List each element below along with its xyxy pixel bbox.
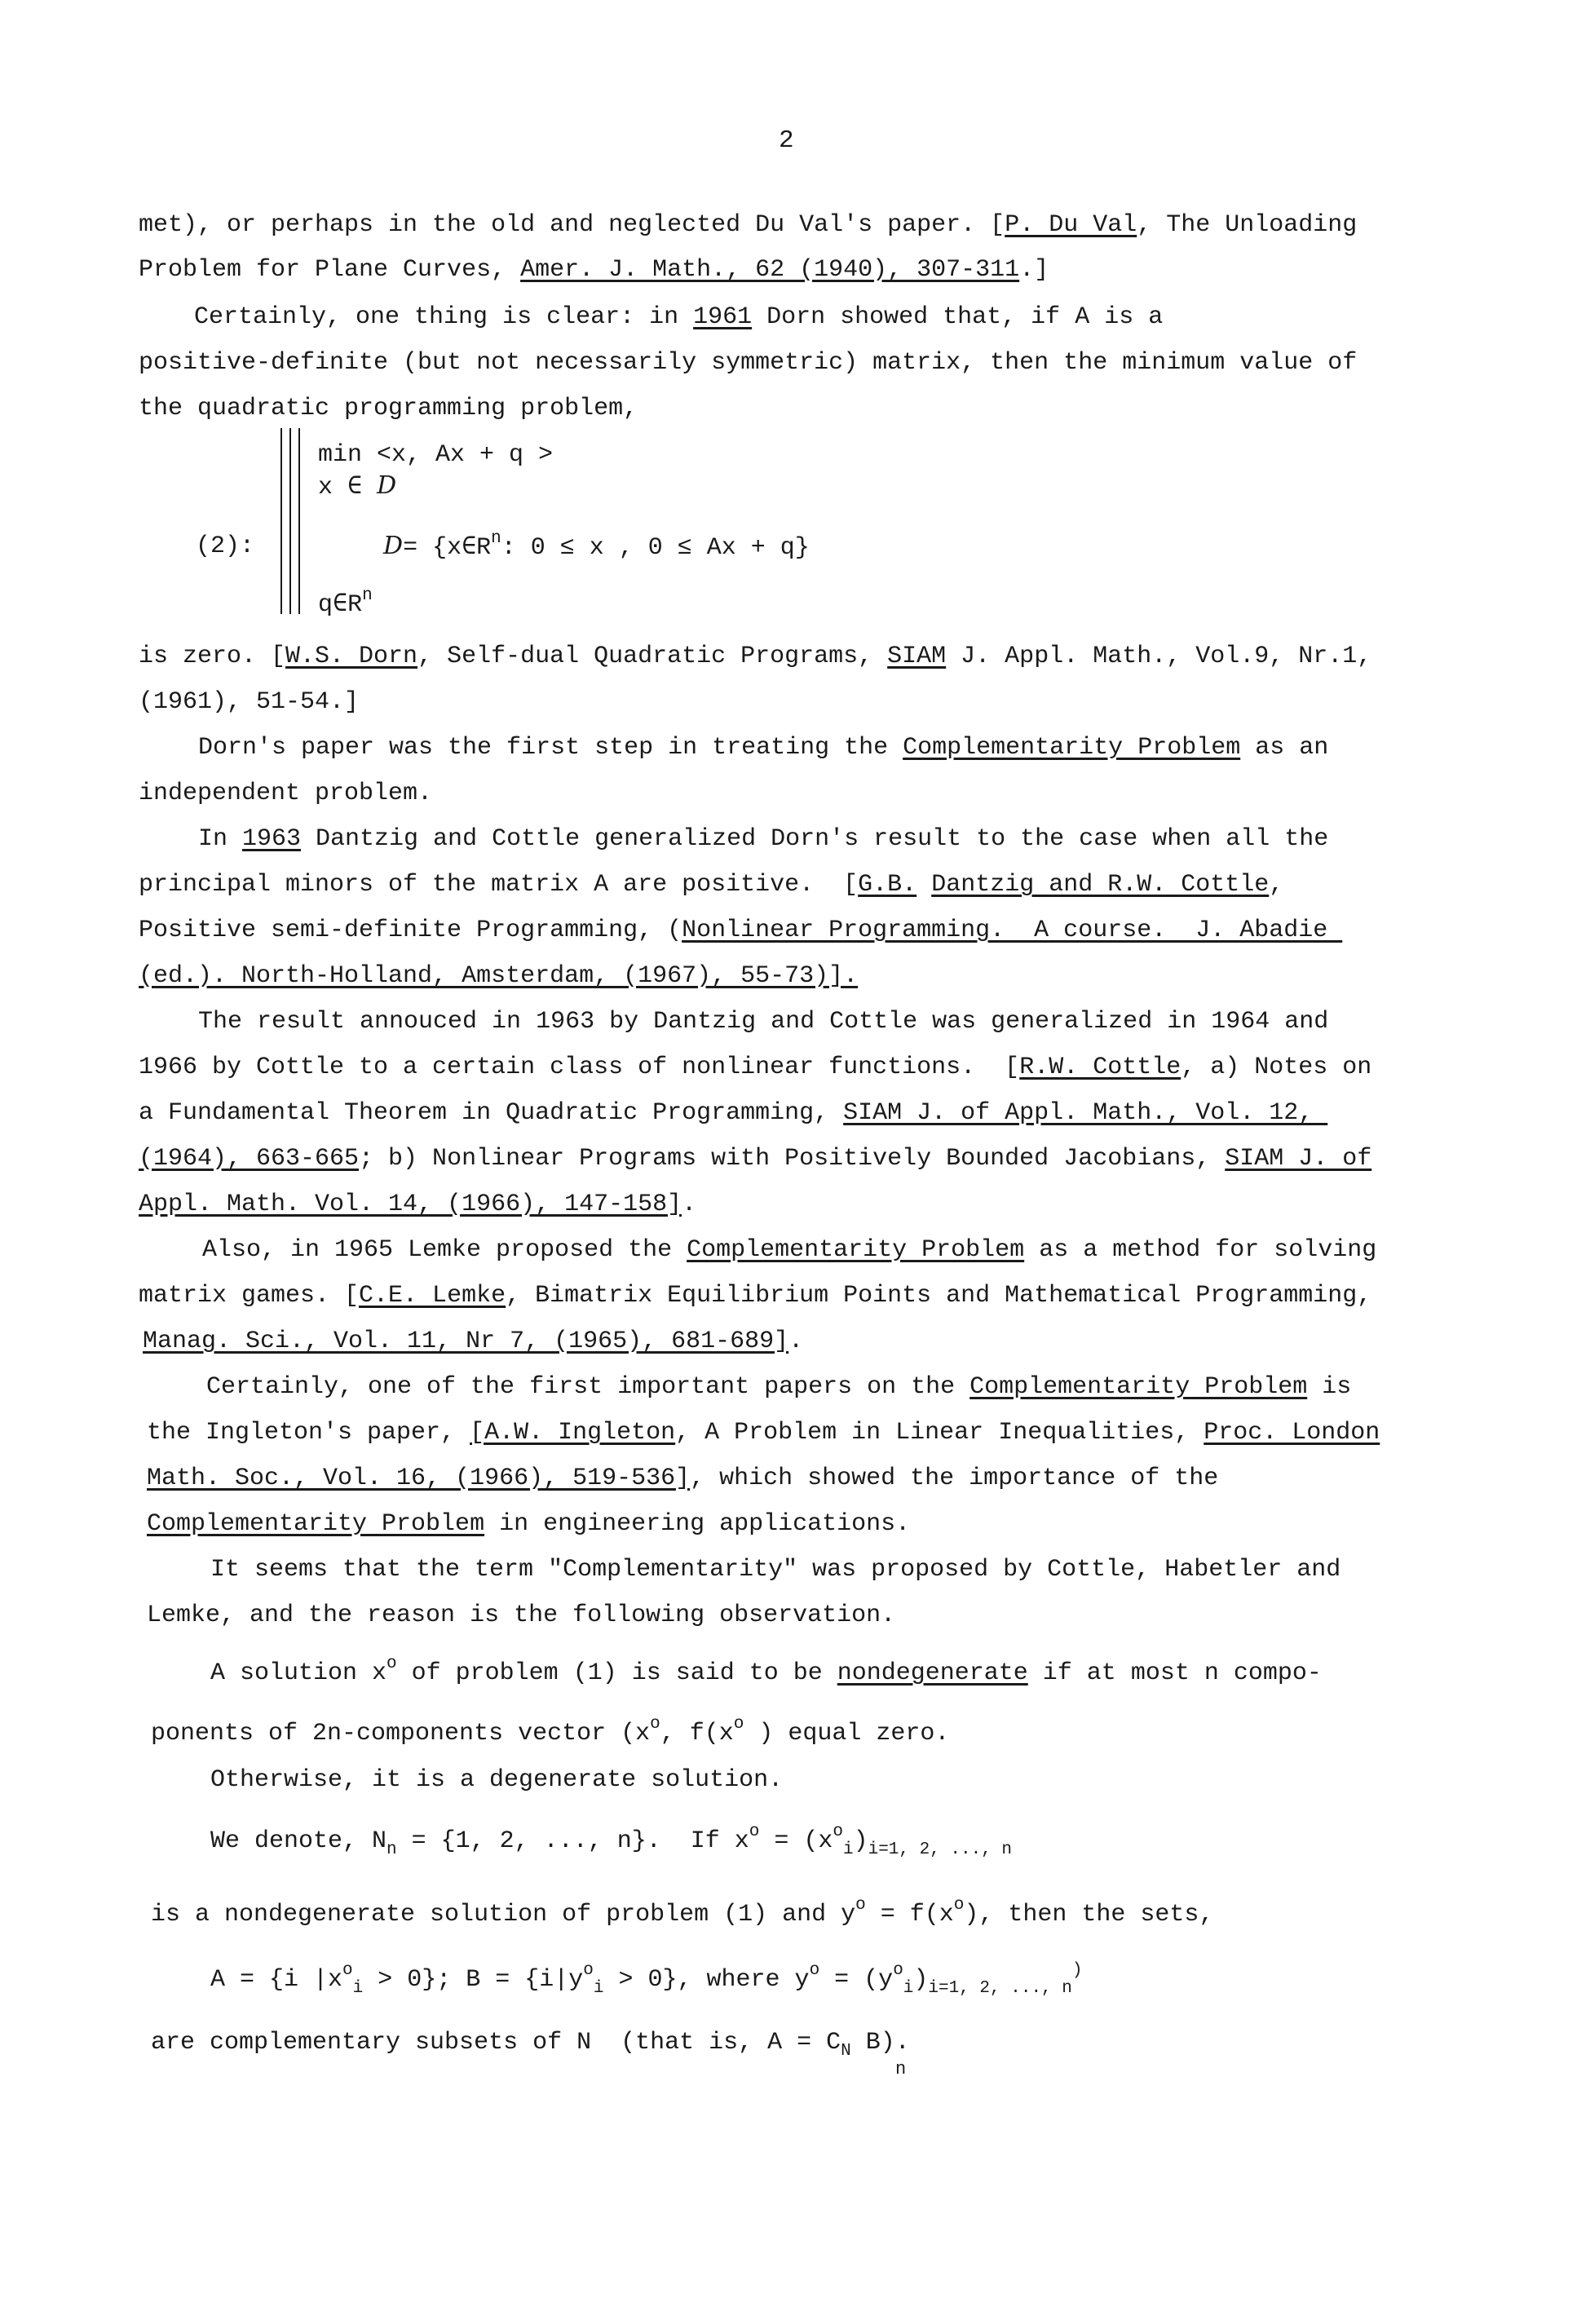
paragraph-line	[210, 1655, 1322, 1688]
text: .	[788, 1328, 804, 1355]
text: > 0}; B = {i|y	[363, 1966, 584, 1994]
superscript: o	[893, 1961, 903, 1980]
text: )	[853, 1827, 868, 1855]
text: Dorn's paper was the first step in treating the	[198, 734, 903, 762]
paragraph-line	[198, 824, 1328, 854]
paragraph-line: independent problem.	[139, 780, 433, 807]
paragraph-line	[151, 1715, 950, 1748]
paragraph-line	[139, 961, 858, 991]
citation-author: W.S. Dorn	[285, 643, 418, 670]
text: in engineering applications.	[484, 1510, 911, 1538]
text: ) equal zero.	[744, 1720, 950, 1747]
paragraph-line	[139, 1053, 1371, 1082]
text: = (x	[759, 1827, 833, 1855]
paragraph-line	[139, 916, 1342, 945]
text: of problem (1) is said to be	[396, 1659, 837, 1687]
citation-journal: Amer. J. Math., 62 (1940), 307-311	[520, 256, 1020, 284]
subscript: n	[386, 1840, 397, 1859]
equation-feasible-set	[383, 529, 810, 563]
text: .]	[1019, 256, 1049, 284]
term: Complementarity Problem	[969, 1373, 1308, 1401]
text: , which showed the importance of the	[690, 1465, 1219, 1492]
citation-book: Nonlinear Programming. A course. J. Abadie	[682, 917, 1343, 944]
feasible-set-symbol: D	[377, 471, 397, 500]
paragraph-line	[139, 255, 1049, 285]
equation-bar-right	[298, 428, 300, 614]
page-number: 2	[779, 126, 794, 155]
text: ; b) Nonlinear Programs with Positively Bounded Jacobians,	[359, 1145, 1226, 1173]
text: is zero. [	[139, 643, 286, 670]
citation-journal: (1964), 663-665	[139, 1145, 360, 1173]
citation-author: R.W. Cottle	[1019, 1054, 1181, 1081]
text: = (y	[819, 1966, 894, 1994]
text: Problem for Plane Curves,	[139, 256, 521, 284]
citation-journal: SIAM J. of Appl. Math., Vol. 12,	[843, 1099, 1328, 1127]
year: 1963	[242, 825, 302, 853]
text: A solution x	[210, 1659, 387, 1687]
equation-bar-left	[280, 428, 282, 614]
text: principal minors of the matrix A are positive. [	[139, 871, 859, 899]
paragraph-line	[139, 1190, 696, 1219]
term: Complementarity Problem	[687, 1236, 1025, 1264]
paragraph-line: positive-definite (but not necessarily symmetric) matrix, then the minimum value of	[139, 349, 1358, 377]
text: = {1, 2, ..., n}. If x	[396, 1827, 749, 1855]
text: ,	[1269, 871, 1284, 899]
term: nondegenerate	[837, 1659, 1028, 1687]
paragraph-line	[139, 1144, 1371, 1173]
text: q∈R	[318, 591, 363, 619]
text: x ∈	[318, 474, 378, 501]
citation-journal: SIAM	[887, 643, 947, 670]
text: , f(x	[660, 1720, 734, 1747]
text: Certainly, one of the first important papers on the	[206, 1373, 970, 1401]
superscript: o	[833, 1823, 843, 1841]
superscript: o	[342, 1961, 353, 1980]
superscript: o	[733, 1715, 744, 1734]
paragraph-line	[139, 1281, 1371, 1310]
paragraph-line: The result annouced in 1963 by Dantzig and Cottle was generalized in 1964 and	[198, 1008, 1329, 1036]
equation-label: (2):	[196, 532, 255, 560]
text: , The Unloading	[1137, 211, 1358, 239]
text: met), or perhaps in the old and neglected Du Val's paper. [	[139, 211, 1005, 239]
text: Positive semi-definite Programming, (	[139, 917, 682, 944]
term: Complementarity Problem	[903, 734, 1241, 762]
paragraph-line	[147, 1509, 910, 1539]
text: )	[913, 1966, 929, 1994]
text: as a method for solving	[1024, 1236, 1377, 1264]
citation-author: C.E. Lemke	[359, 1282, 506, 1310]
citation-author: G.B.	[858, 871, 917, 899]
citation-publisher: (ed.). North-Holland, Amsterdam, (1967), 55-73)].	[139, 962, 859, 990]
paragraph-line	[139, 642, 1371, 671]
citation-journal: Math. Soc., Vol. 16, (1966), 519-536]	[147, 1465, 691, 1492]
superscript: o	[650, 1715, 660, 1734]
text: Certainly, one thing is clear: in	[194, 303, 694, 331]
text: the Ingleton's paper,	[147, 1419, 470, 1447]
superscript: n	[491, 529, 501, 548]
paragraph-line	[151, 1896, 1214, 1929]
text: Dorn showed that, if A is a	[752, 303, 1164, 331]
text: .	[682, 1191, 697, 1218]
citation-author: [A.W. Ingleton	[470, 1419, 676, 1447]
superscript: o	[855, 1896, 866, 1915]
paragraph-line	[198, 733, 1328, 762]
text: = f(x	[865, 1901, 954, 1929]
paragraph-line: It seems that the term "Complementarity" was proposed by Cottle, Habetler and	[210, 1556, 1341, 1584]
text: Dantzig and Cottle generalized Dorn's result to the case when all the	[301, 825, 1329, 853]
text: are complementary subsets of N (that is, A = C	[151, 2029, 841, 2057]
paragraph-line	[206, 1372, 1351, 1402]
text: matrix games. [	[139, 1282, 360, 1310]
paragraph-line: Otherwise, it is a degenerate solution.	[210, 1766, 784, 1794]
subscript: i=1, 2, ..., n	[928, 1979, 1072, 1998]
superscript: o	[749, 1823, 760, 1841]
superscript: o	[809, 1961, 820, 1980]
term: Complementarity Problem	[147, 1510, 485, 1538]
text: if at most n compo-	[1027, 1659, 1322, 1687]
paragraph-line	[139, 1098, 1327, 1128]
paragraph-line: (1961), 51-54.]	[139, 688, 360, 716]
text: , a) Notes on	[1181, 1054, 1372, 1081]
paragraph-line	[210, 1961, 1083, 1998]
subscript: i	[352, 1979, 364, 1998]
citation-journal: SIAM J. of	[1225, 1145, 1372, 1173]
subscript: i	[842, 1840, 854, 1859]
text: : 0 ≤ x , 0 ≤ Ax + q}	[501, 534, 810, 562]
text: ponents of 2n-components vector (x	[151, 1720, 651, 1747]
text: B).	[850, 2029, 910, 2057]
paragraph-line	[194, 303, 1163, 332]
text: , Bimatrix Equilibrium Points and Mathematical Programming,	[506, 1282, 1372, 1310]
citation-author: Dantzig and R.W. Cottle	[931, 871, 1270, 899]
text: , Self-dual Quadratic Programs,	[417, 643, 888, 670]
text: ), then the sets,	[964, 1901, 1214, 1929]
paragraph-line: the quadratic programming problem,	[139, 395, 638, 422]
superscript: n	[362, 586, 373, 605]
equation-bar-left-inner	[289, 428, 291, 614]
subscript: i	[903, 1979, 914, 1998]
superscript: o	[583, 1961, 594, 1980]
paragraph-line	[147, 1464, 1218, 1493]
text	[916, 871, 931, 899]
subscript-n: n	[895, 2059, 907, 2079]
text: is	[1307, 1373, 1352, 1401]
text: 1966 by Cottle to a certain class of nonlinear functions. [	[139, 1054, 1020, 1081]
superscript: o	[953, 1896, 965, 1915]
text: Also, in 1965 Lemke proposed the	[202, 1236, 687, 1264]
paragraph-line	[147, 1418, 1380, 1447]
text: A = {i |x	[210, 1966, 343, 1994]
text: as an	[1240, 734, 1329, 762]
citation-journal: Appl. Math. Vol. 14, (1966), 147-158]	[139, 1191, 682, 1218]
citation-author: P. Du Val	[1005, 211, 1137, 239]
year: 1961	[693, 303, 753, 331]
text: In	[198, 825, 243, 853]
text: )	[1071, 1961, 1083, 1980]
citation-journal: Manag. Sci., Vol. 11, Nr 7, (1965), 681-689]	[143, 1328, 789, 1355]
subscript: i=1, 2, ..., n	[868, 1840, 1013, 1859]
subscript: i	[593, 1979, 604, 1998]
equation-parameter	[318, 586, 373, 620]
feasible-set-symbol: D	[383, 532, 404, 560]
text: a Fundamental Theorem in Quadratic Programming,	[139, 1099, 844, 1127]
text: = {x∈R	[403, 534, 492, 562]
paragraph-line	[151, 2028, 910, 2061]
paragraph-line: Lemke, and the reason is the following observation.	[147, 1602, 896, 1629]
text: is a nondegenerate solution of problem (1) and y	[151, 1901, 856, 1929]
text: , A Problem in Linear Inequalities,	[675, 1419, 1204, 1447]
superscript: o	[386, 1655, 397, 1673]
paragraph-line	[210, 1823, 1013, 1859]
text: > 0}, where y	[603, 1966, 810, 1994]
text: We denote, N	[210, 1827, 387, 1855]
subscript: N	[841, 2042, 851, 2061]
paragraph-line	[202, 1235, 1376, 1265]
paragraph-line	[139, 210, 1357, 240]
citation-journal: Proc. London	[1204, 1419, 1380, 1447]
equation-objective: min <x, Ax + q >	[318, 441, 554, 469]
paragraph-line	[143, 1327, 803, 1356]
paragraph-line	[139, 870, 1283, 899]
text: J. Appl. Math., Vol.9, Nr.1,	[946, 643, 1372, 670]
equation-constraint	[318, 471, 396, 502]
